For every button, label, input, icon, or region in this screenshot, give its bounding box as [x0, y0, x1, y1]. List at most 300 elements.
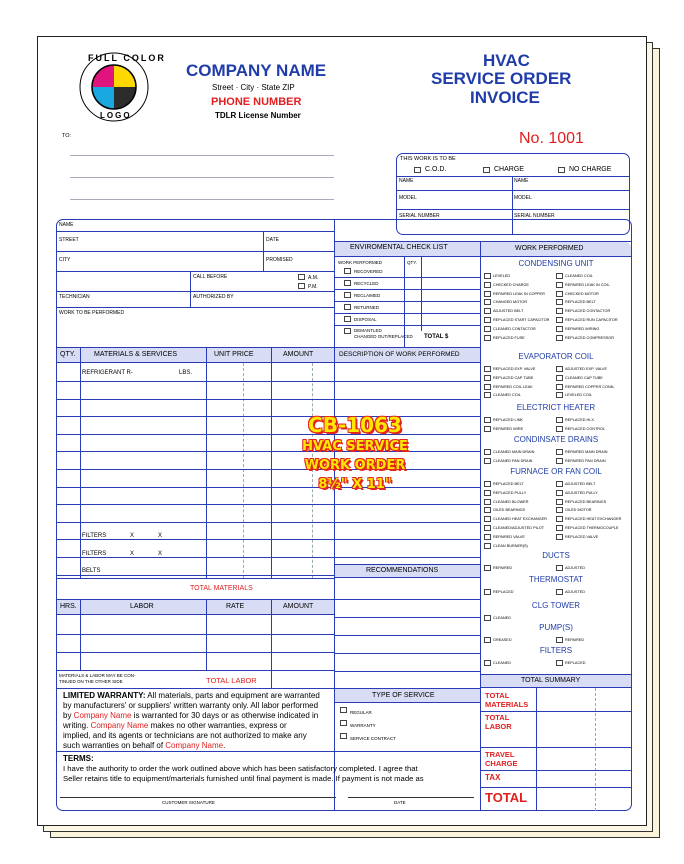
logo-bottom-text: LOGO: [100, 111, 132, 120]
cust-line-3: [56, 271, 334, 272]
terms-line-1: I have the authority to order the work outlined above which has been satisfactory completed. I agree that: [63, 764, 418, 773]
wp-filters-right-label-0: REPLACED: [565, 661, 586, 665]
form-title-3: INVOICE: [470, 88, 540, 107]
wp-condensing-left-label-7: REPLACED FUSE: [493, 336, 525, 340]
wp-evaporator-left-label-3: CLEANED COIL: [493, 393, 521, 397]
desc-row-line: [334, 381, 480, 382]
env-checkbox-4[interactable]: [344, 316, 351, 322]
labor-col-amount: AMOUNT: [283, 603, 314, 610]
wp-condensing-right-label-5: REPLACED RUN CAPACITOR: [565, 318, 618, 322]
wp-condensing-right-checkbox-1[interactable]: [556, 282, 563, 288]
wp-furnace-right-label-2: REPLACED BEARINGS: [565, 500, 607, 504]
labor-note-2: TINUED ON THE OTHER SIDE: [59, 679, 123, 684]
wp-filters-right-checkbox-0[interactable]: [556, 660, 563, 666]
service-contract-checkbox[interactable]: [340, 733, 347, 739]
mat-div-qty: [80, 348, 81, 578]
env-checkbox-2[interactable]: [344, 292, 351, 298]
to-line-3: [70, 199, 334, 200]
mat-x-1b: X: [158, 533, 163, 539]
env-checkbox-3[interactable]: [344, 304, 351, 310]
wp-evaporator-left-label-1: REPLACED CAP TUBE: [493, 376, 534, 380]
desc-row-line: [334, 557, 480, 558]
stamp-line-2: WORK ORDER: [304, 458, 406, 473]
mat-div-unit: [271, 348, 272, 578]
desc-row-line: [334, 504, 480, 505]
stamp-code: CB-1063: [308, 413, 402, 437]
wp-condensing-right-label-2: CHECKED MOTOR: [565, 292, 599, 296]
wp-condensing-left-label-3: CHANGED MOTOR: [493, 300, 528, 304]
to-line-2: [70, 177, 334, 178]
sum-line-2: [480, 747, 632, 748]
wp-title: WORK PERFORMED: [515, 245, 584, 252]
wp-thermostat-right-label-0: ADJUSTED: [565, 590, 586, 594]
warranty-l3c: is warranted for 30 days or as otherwise indicated in: [131, 711, 319, 720]
wp-evaporator-left-checkbox-0[interactable]: [484, 366, 491, 372]
am-label: A.M.: [308, 275, 319, 281]
sum-line-3: [480, 770, 632, 771]
wp-condensing-right-label-6: REPAIRED WIRING: [565, 327, 600, 331]
desc-row-line: [334, 399, 480, 400]
wp-ducts-left-checkbox-0[interactable]: [484, 565, 491, 571]
stamp-size: 8½" X 11": [318, 477, 392, 492]
cust-street-label: STREET: [59, 237, 79, 243]
billing-name-2: NAME: [514, 178, 529, 184]
labor-div-2: [206, 600, 207, 670]
wp-furnace-left-checkbox-0[interactable]: [484, 481, 491, 487]
mat-row-line: [56, 416, 334, 417]
warranty-line-4: [63, 721, 320, 731]
mat-belts: BELTS: [82, 568, 101, 574]
labor-div-3: [271, 600, 272, 688]
env-item-label-4: DISPOSAL: [354, 317, 377, 322]
cust-city-label: CITY: [59, 257, 71, 263]
wp-heater-right-label-1: REPLACED CONTROL: [565, 427, 606, 431]
pm-checkbox[interactable]: [298, 283, 305, 289]
cust-line-1: [56, 231, 334, 232]
warranty-line-6: [63, 741, 320, 751]
wp-evaporator-left-checkbox-1[interactable]: [484, 375, 491, 381]
wp-condensing-left-label-2: REPAIRED LEAK IN COPPER: [493, 292, 545, 296]
env-changed-label: CHANGED OUT/REPLACED: [354, 334, 413, 339]
logo-top-text: FULL COLOR: [88, 53, 166, 63]
wp-furnace-right-checkbox-6[interactable]: [556, 534, 563, 540]
wp-condensing-right-checkbox-4[interactable]: [556, 308, 563, 314]
wp-drains-right-checkbox-0[interactable]: [556, 449, 563, 455]
wp-evaporator-left-checkbox-2[interactable]: [484, 384, 491, 390]
signature-line: [60, 797, 336, 798]
cust-technician-label: TECHNICIAN: [59, 294, 90, 300]
wp-pumps-right-checkbox-0[interactable]: [556, 637, 563, 643]
mat-row-line: [56, 539, 334, 540]
warranty-l6b: Company Name: [165, 741, 224, 750]
wp-drains-right-label-0: REPAIRED MAIN DRAIN: [565, 450, 608, 454]
wp-condensing-right-checkbox-7[interactable]: [556, 335, 563, 341]
warranty-heading: LIMITED WARRANTY:: [63, 691, 146, 700]
wp-evaporator-right-checkbox-1[interactable]: [556, 375, 563, 381]
wp-furnace-left-label-2: CLEANED BLOWER: [493, 500, 529, 504]
service-warranty-checkbox[interactable]: [340, 720, 347, 726]
signature-label: CUSTOMER SIGNATURE: [162, 800, 215, 805]
wp-furnace-right-checkbox-2[interactable]: [556, 499, 563, 505]
logo: [78, 51, 166, 123]
service-title: TYPE OF SERVICE: [372, 692, 435, 699]
pm-label: P.M.: [308, 284, 318, 290]
wp-furnace-right-label-6: REPLACED VALVE: [565, 535, 599, 539]
warranty-l4c: makes no other warranties, express or: [148, 721, 287, 730]
wp-pumps-left-label-0: GREASED: [493, 638, 512, 642]
wp-furnace-left-checkbox-6[interactable]: [484, 534, 491, 540]
invoice-number: No. 1001: [519, 130, 584, 147]
cust-name-label: NAME: [59, 222, 74, 228]
warranty-line-3: [63, 711, 320, 721]
mat-x-2a: X: [130, 551, 135, 557]
wp-heater-right-checkbox-0[interactable]: [556, 417, 563, 423]
env-row-line-3: [334, 313, 480, 314]
wp-drains-left-checkbox-1[interactable]: [484, 458, 491, 464]
wp-heater-right-label-0: REPLACED HLX.: [565, 418, 595, 422]
wp-furnace-left-checkbox-7[interactable]: [484, 543, 491, 549]
wp-drains-left-checkbox-0[interactable]: [484, 449, 491, 455]
mat-filters-1: FILTERS: [82, 533, 107, 539]
billing-line-3: [396, 209, 630, 210]
recommend-title: RECOMMENDATIONS: [366, 567, 439, 574]
am-checkbox[interactable]: [298, 274, 305, 280]
company-address: Street · City · State ZIP: [212, 83, 295, 92]
wp-furnace-left-label-6: REPAIRED VALVE: [493, 535, 525, 539]
wp-furnace-right-checkbox-0[interactable]: [556, 481, 563, 487]
service-regular-checkbox[interactable]: [340, 707, 347, 713]
terms-top-line: [56, 751, 480, 752]
wp-drains-left-label-1: CLEANED PAN DRAIN: [493, 459, 533, 463]
wp-furnace-left-checkbox-4[interactable]: [484, 516, 491, 522]
wp-condensing-right-label-7: REPLACED COMPRESSOR: [565, 336, 614, 340]
wp-furnace-right-label-0: ADJUSTED BELT: [565, 482, 596, 486]
env-row-line-1: [334, 289, 480, 290]
wp-evaporator-right-label-2: REPAIRED COPPER CONN.: [565, 385, 615, 389]
wp-furnace-right-checkbox-5[interactable]: [556, 525, 563, 531]
env-row-line-4: [334, 325, 480, 326]
cust-line-4: [56, 291, 334, 292]
wp-furnace-right-label-4: REPLACED HEAT EXCHANGER: [565, 517, 622, 521]
wp-evaporator-title: EVAPORATOR COIL: [518, 352, 594, 361]
labor-col-hrs: HRS.: [60, 603, 77, 610]
wp-condensing-left-checkbox-2[interactable]: [484, 291, 491, 297]
wp-pumps-left-checkbox-0[interactable]: [484, 637, 491, 643]
wp-condensing-right-checkbox-0[interactable]: [556, 273, 563, 279]
wp-thermostat-left-label-0: REPLACED: [493, 590, 514, 594]
wp-heater-left-label-1: REPAIRED WIRE: [493, 427, 524, 431]
wp-filters-title: FILTERS: [539, 646, 573, 655]
wp-condensing-left-label-1: CHECKED CHARGE: [493, 283, 529, 287]
to-label: TO:: [62, 133, 72, 139]
wp-condensing-left-label-4: ADJUSTED BELT: [493, 309, 524, 313]
env-item-label-0: RECOVERED: [354, 269, 383, 274]
warranty-l4a: writing.: [63, 721, 91, 730]
cust-line-5: [56, 307, 334, 308]
wp-evaporator-right-checkbox-3[interactable]: [556, 392, 563, 398]
rec-line-3: [334, 635, 480, 636]
warranty-l1: All materials, parts and equipment are warranted: [145, 691, 320, 700]
mat-lbs: LBS.: [179, 370, 193, 376]
summary-dash: [595, 688, 596, 811]
billing-name-1: NAME: [399, 178, 414, 184]
wp-furnace-left-checkbox-5[interactable]: [484, 525, 491, 531]
labor-col-rate: RATE: [226, 603, 245, 610]
wp-condensing-right-label-4: REPLACED CONTACTOR: [565, 309, 611, 313]
terms-line-2: Seller retains title to equipment/marterials furnished until final payment is made. If payment is not made as: [63, 774, 424, 783]
env-item-label-2: RECLAIMED: [354, 293, 381, 298]
sum-travel-label: TRAVEL CHARGE: [485, 750, 518, 768]
stamp-line-1: HVAC SERVICE: [302, 439, 408, 454]
wp-ducts-right-checkbox-0[interactable]: [556, 565, 563, 571]
billing-line-2: [396, 190, 630, 191]
billing-serial-1: SERIAL NUMBER: [399, 213, 440, 219]
billing-line-1: [396, 176, 630, 177]
wp-condensing-right-checkbox-6[interactable]: [556, 326, 563, 332]
env-right-border: [480, 241, 481, 811]
no-charge-checkbox[interactable]: [558, 167, 565, 173]
env-demantled-label: DEMANTLED: [354, 328, 382, 333]
wp-evaporator-right-label-0: ADJUSTED EXP. VALVE: [565, 367, 607, 371]
wp-condensing-left-checkbox-1[interactable]: [484, 282, 491, 288]
form-title-1: HVAC: [483, 51, 530, 70]
mat-x-1a: X: [130, 533, 135, 539]
company-license: TDLR License Number: [215, 111, 301, 120]
wp-drains-right-label-1: REPAIRED PAN DRAIN: [565, 459, 606, 463]
rec-line-2: [334, 617, 480, 618]
wp-furnace-right-checkbox-4[interactable]: [556, 516, 563, 522]
mat-col-unit: UNIT PRICE: [214, 351, 254, 358]
env-item-label-1: RECYCLED: [354, 281, 379, 286]
warranty-l3b: Company Name: [73, 711, 132, 720]
rec-line-5: [334, 671, 480, 672]
wp-condensing-right-checkbox-2[interactable]: [556, 291, 563, 297]
wp-condensing-left-checkbox-3[interactable]: [484, 299, 491, 305]
terms-title: TERMS:: [63, 754, 94, 763]
mat-div-mat: [206, 348, 207, 578]
form-title-2: SERVICE ORDER: [431, 69, 572, 88]
wp-pumps-right-label-0: REPAIRED: [565, 638, 585, 642]
service-regular-label: REGULAR: [350, 710, 372, 715]
wp-evaporator-right-checkbox-0[interactable]: [556, 366, 563, 372]
env-col1: WORK PERFORMED: [338, 260, 383, 265]
mat-total-label: TOTAL MATERIALS: [190, 585, 253, 592]
env-total: TOTAL $: [424, 334, 449, 340]
wp-ducts-right-label-0: ADJUSTED: [565, 566, 586, 570]
mat-row-line: [56, 557, 334, 558]
invoice-sheet: [37, 36, 647, 826]
env-title: ENVIROMENTAL CHECK LIST: [350, 244, 448, 251]
sum-total: TOTAL: [485, 790, 528, 805]
wp-furnace-left-label-0: REPLACED BELT: [493, 482, 524, 486]
cust-promised-label: PROMISED: [266, 257, 293, 263]
wp-ducts-left-label-0: REPAIRED: [493, 566, 513, 570]
billing-model-2: MODEL: [514, 195, 532, 201]
wp-condensing-right-checkbox-3[interactable]: [556, 299, 563, 305]
env-qty-div2: [421, 257, 422, 331]
sum-travel: [485, 750, 525, 768]
labor-note-1: MATERIALS & LABOR MAY BE CON-: [59, 673, 136, 678]
wp-clg-left-checkbox-0[interactable]: [484, 615, 491, 621]
wp-pumps-title: PUMP(S): [539, 623, 573, 632]
wp-heater-left-checkbox-0[interactable]: [484, 417, 491, 423]
wp-evaporator-right-checkbox-2[interactable]: [556, 384, 563, 390]
desc-row-line: [334, 539, 480, 540]
wp-condensing-right-label-3: REPLACED BELT: [565, 300, 596, 304]
labor-div-1: [80, 600, 81, 670]
company-phone: PHONE NUMBER: [211, 96, 302, 108]
env-checkbox-demantled[interactable]: [344, 328, 351, 334]
wp-evaporator-left-label-0: REPLACED EXP. VALVE: [493, 367, 536, 371]
mat-total-line: [56, 578, 334, 579]
wp-heater-right-checkbox-1[interactable]: [556, 426, 563, 432]
mat-dash-1: [243, 363, 244, 578]
wp-clg-left-label-0: CLEANED: [493, 616, 511, 620]
wp-evaporator-right-label-1: CLEANED CAP TUBE: [565, 376, 603, 380]
sum-labor-label: TOTAL LABOR: [485, 713, 512, 731]
wp-condensing-left-checkbox-6[interactable]: [484, 326, 491, 332]
wp-filters-left-checkbox-0[interactable]: [484, 660, 491, 666]
wp-clg-title: CLG TOWER: [531, 601, 581, 610]
wp-condensing-left-checkbox-4[interactable]: [484, 308, 491, 314]
cust-work-label: WORK TO BE PERFORMED: [59, 310, 125, 316]
wp-condensing-right-checkbox-5[interactable]: [556, 317, 563, 323]
warranty-l4b: Company Name: [90, 721, 149, 730]
sum-labor: [485, 713, 525, 731]
wp-heater-left-checkbox-1[interactable]: [484, 426, 491, 432]
mat-row-line: [56, 434, 334, 435]
wp-heater-left-label-0: REPLACED LINK: [493, 418, 523, 422]
warranty-line-5: implied, and its agents or technicians are not authorized to make any: [63, 731, 307, 740]
mat-x-2b: X: [158, 551, 163, 557]
warranty-l3a: by: [63, 711, 74, 720]
cod-label: C.O.D.: [425, 166, 447, 173]
charge-label: CHARGE: [494, 166, 524, 173]
wp-furnace-left-label-3: OILED BEARINGS: [493, 508, 526, 512]
sum-materials: [485, 691, 537, 709]
wp-condensing-left-label-6: CLEANED CONTACTOR: [493, 327, 536, 331]
customer-right-border: [334, 219, 335, 811]
wp-furnace-left-checkbox-1[interactable]: [484, 490, 491, 496]
wp-filters-left-label-0: CLEANED: [493, 661, 511, 665]
mat-row-line: [56, 381, 334, 382]
billing-model-1: MODEL: [399, 195, 417, 201]
warranty-l6a: such warranties on behalf of: [63, 741, 166, 750]
mat-row-line: [56, 399, 334, 400]
cust-date-label: DATE: [266, 237, 279, 243]
wp-evaporator-left-label-2: REPAIRED COIL LEAK: [493, 385, 533, 389]
service-contract-label: SERVICE CONTRACT: [350, 736, 396, 741]
labor-row-2: [56, 652, 334, 653]
mat-refrigerant: REFRIGERANT R-: [82, 370, 133, 376]
company-name: COMPANY NAME: [186, 61, 327, 80]
wp-furnace-title: FURNACE OR FAN COIL: [510, 467, 602, 476]
wp-condensing-title: CONDENSING UNIT: [518, 259, 594, 268]
rec-line-1: [334, 599, 480, 600]
date-label: DATE: [394, 800, 406, 805]
cust-authorized-label: AUTHORIZED BY: [193, 294, 234, 300]
labor-total-label: TOTAL LABOR: [206, 676, 257, 685]
labor-col-labor: LABOR: [130, 603, 154, 610]
wp-drains-right-checkbox-1[interactable]: [556, 458, 563, 464]
wp-furnace-left-checkbox-3[interactable]: [484, 507, 491, 513]
wp-condensing-left-checkbox-0[interactable]: [484, 273, 491, 279]
charge-checkbox[interactable]: [483, 167, 490, 173]
env-checkbox-1[interactable]: [344, 280, 351, 286]
billing-serial-2: SERIAL NUMBER: [514, 213, 555, 219]
billing-header: THIS WORK IS TO BE: [400, 156, 456, 162]
wp-evaporator-left-checkbox-3[interactable]: [484, 392, 491, 398]
wp-furnace-left-checkbox-2[interactable]: [484, 499, 491, 505]
sum-line-4: [480, 787, 632, 788]
env-checkbox-0[interactable]: [344, 268, 351, 274]
labor-row-3: [56, 670, 334, 671]
desc-title: DESCRIPTION OF WORK PERFORMED: [339, 351, 460, 358]
warranty-line-2: by manufacturers' or suppliers' written warranty only. All labor performed: [63, 701, 319, 710]
mat-row-line: [56, 504, 334, 505]
wp-drains-title: CONDINSATE DRAINS: [513, 435, 599, 444]
env-col2: QTY.: [407, 260, 417, 265]
cod-checkbox[interactable]: [414, 167, 421, 173]
wp-thermostat-right-checkbox-0[interactable]: [556, 589, 563, 595]
desc-row-line: [334, 522, 480, 523]
sum-tax: TAX: [485, 773, 501, 782]
mat-col-materials: MATERIALS & SERVICES: [94, 351, 177, 358]
mat-row-line: [56, 575, 334, 576]
rec-line-4: [334, 653, 480, 654]
wp-furnace-left-label-7: CLEAN BURNER(S): [493, 544, 528, 548]
wp-ducts-title: DUCTS: [542, 551, 570, 560]
wp-drains-left-label-0: CLEANED MAIN DRAIN: [493, 450, 535, 454]
wp-condensing-left-label-5: REPLACED START CAPACITOR: [493, 318, 550, 322]
labor-row-1: [56, 634, 334, 635]
warranty-line-1: [63, 691, 320, 701]
wp-furnace-left-label-5: CLEANED/ADJUSTED PILOT: [493, 526, 545, 530]
sum-line-1: [480, 711, 632, 712]
wp-furnace-right-label-1: ADJUSTED PULLY: [565, 491, 598, 495]
summary-title: TOTAL SUMMARY: [521, 677, 581, 684]
sum-materials-label: TOTAL MATERIALS: [485, 691, 529, 709]
cust-date-div: [263, 231, 264, 271]
wp-condensing-left-checkbox-5[interactable]: [484, 317, 491, 323]
wp-furnace-right-label-3: OILED MOTOR: [565, 508, 592, 512]
env-row-line-0: [334, 277, 480, 278]
warranty-text: [63, 691, 320, 751]
no-charge-label: NO CHARGE: [569, 166, 612, 173]
env-item-label-3: RETURNED: [354, 305, 380, 310]
to-line-1: [70, 155, 334, 156]
date-line: [348, 797, 474, 798]
mat-row-line: [56, 522, 334, 523]
wp-furnace-right-label-5: REPLACED THERMOCOUPLE: [565, 526, 619, 530]
cust-line-2: [56, 251, 334, 252]
warranty-l6c: .: [223, 741, 226, 750]
wp-condensing-right-label-1: REPAIRED LEAK IN COIL: [565, 283, 610, 287]
wp-evaporator-right-label-3: LEVELED COIL: [565, 393, 593, 397]
mat-col-qty: QTY.: [60, 351, 76, 358]
env-row-line-2: [334, 301, 480, 302]
wp-heater-title: ELECTRICT HEATER: [516, 403, 596, 412]
wp-condensing-left-checkbox-7[interactable]: [484, 335, 491, 341]
mat-col-amount: AMOUNT: [283, 351, 314, 358]
wp-thermostat-title: THERMOSTAT: [529, 575, 583, 584]
service-warranty-label: WARRANTY: [350, 723, 376, 728]
wp-furnace-right-checkbox-3[interactable]: [556, 507, 563, 513]
wp-thermostat-left-checkbox-0[interactable]: [484, 589, 491, 595]
wp-condensing-right-label-0: CLEANED COIL: [565, 274, 593, 278]
wp-furnace-right-checkbox-1[interactable]: [556, 490, 563, 496]
cust-callbefore-label: CALL BEFORE: [193, 274, 228, 280]
